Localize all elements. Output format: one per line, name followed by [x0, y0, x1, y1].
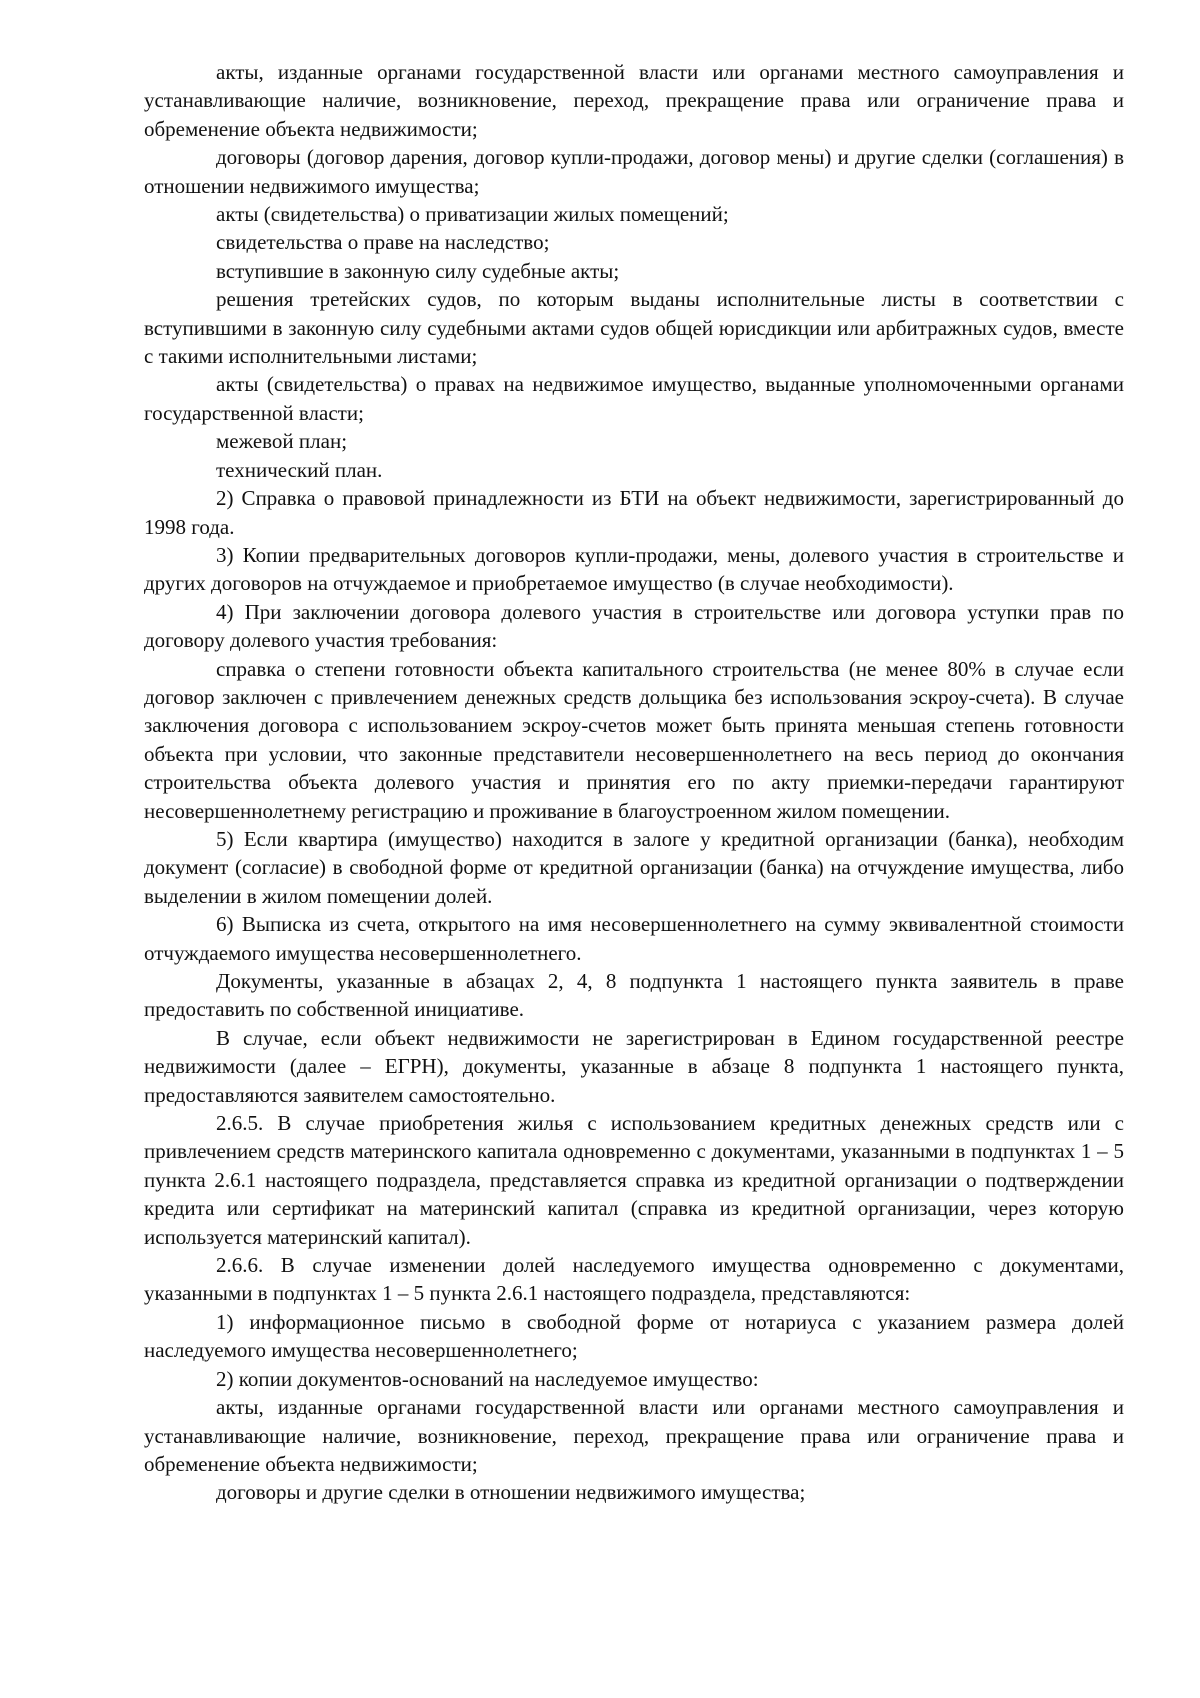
paragraph: В случае, если объект недвижимости не зарегистрирован в Едином государственной реестре недвижимости (далее – ЕГРН), документы, указанные в абзаце 8 подпункта 1 настоящего пункта, предоставляются заявителем самостоятельно. [144, 1025, 1124, 1107]
paragraph: акты, изданные органами государственной власти или органами местного самоуправления и устанавливающие наличие, возникновение, переход, прекращение права или ограничение права и обременение объекта недвижимости; [144, 60, 1124, 141]
paragraph: межевой план; [216, 429, 348, 454]
paragraph: технический план. [216, 457, 383, 482]
paragraph: вступившие в законную силу судебные акты; [216, 258, 620, 283]
document-page [144, 58, 1124, 1507]
paragraph: договоры и другие сделки в отношении недвижимого имущества; [216, 1480, 806, 1505]
paragraph: 2) копии документов-оснований на наследуемое имущество: [216, 1366, 759, 1391]
paragraph: свидетельства о праве на наследство; [216, 230, 550, 255]
paragraph: акты (свидетельства) о правах на недвижимое имущество, выданные уполномоченными органами государственной власти; [144, 372, 1124, 425]
paragraph: 2.6.5. В случае приобретения жилья с использованием кредитных денежных средств или с привлечением средств материнского капитала одновременно с документами, указанными в подпунктах 1 – 5 пункта 2.6.1 настоящего подраздела, представляется справка из кредитной организации о подтверждении кредита или сертификат на материнский капитал (справка из кредитной организации, через которую используется материнский капитал). [144, 1111, 1124, 1249]
paragraph: справка о степени готовности объекта капитального строительства (не менее 80% в случае если договор заключен с привлечением денежных средств дольщика без использования эскроу-счета). В случае заключения договора с использованием эскроу-счетов может быть принята меньшая степень готовности объекта при условии, что законные представители несовершеннолетнего на весь период до окончания строительства объекта долевого участия и принятия его по акту приемки-передачи гарантируют несовершеннолетнему регистрацию и проживание в благоустроенном жилом помещении. [144, 656, 1124, 823]
paragraph: 5) Если квартира (имущество) находится в залоге у кредитной организации (банка), необходим документ (согласие) в свободной форме от кредитной организации (банка) на отчуждение имущества, либо выделении в жилом помещении долей. [144, 826, 1124, 908]
paragraph: 4) При заключении договора долевого участия в строительстве или договора уступки прав по договору долевого участия требования: [144, 599, 1124, 653]
paragraph: 2.6.6. В случае изменении долей наследуемого имущества одновременно с документами, указанными в подпунктах 1 – 5 пункта 2.6.1 настоящего подраздела, представляются: [144, 1253, 1124, 1306]
paragraph: 6) Выписка из счета, открытого на имя несовершеннолетнего на сумму эквивалентной стоимости отчуждаемого имущества несовершеннолетнего. [144, 912, 1124, 965]
paragraph: 2) Справка о правовой принадлежности из БТИ на объект недвижимости, зарегистрированный до 1998 года. [144, 486, 1124, 539]
paragraph: Документы, указанные в абзацах 2, 4, 8 подпункта 1 настоящего пункта заявитель в праве предоставить по собственной инициативе. [144, 969, 1124, 1022]
paragraph: акты, изданные органами государственной власти или органами местного самоуправления и устанавливающие наличие, возникновение, переход, прекращение права или ограничение права и обременение объекта недвижимости; [144, 1395, 1124, 1476]
paragraph: решения третейских судов, по которым выданы исполнительные листы в соответствии с вступившими в законную силу судебными актами судов общей юрисдикции или арбитражных судов, вместе с такими исполнительными листами; [144, 287, 1124, 369]
paragraph: договоры (договор дарения, договор купли-продажи, договор мены) и другие сделки (соглашения) в отношении недвижимого имущества; [144, 145, 1124, 198]
paragraph: 3) Копии предварительных договоров купли-продажи, мены, долевого участия в строительстве и других договоров на отчуждаемое и приобретаемое имущество (в случае необходимости). [144, 542, 1124, 596]
paragraph: 1) информационное письмо в свободной форме от нотариуса с указанием размера долей наследуемого имущества несовершеннолетнего; [144, 1309, 1124, 1363]
paragraph: акты (свидетельства) о приватизации жилых помещений; [216, 202, 729, 227]
